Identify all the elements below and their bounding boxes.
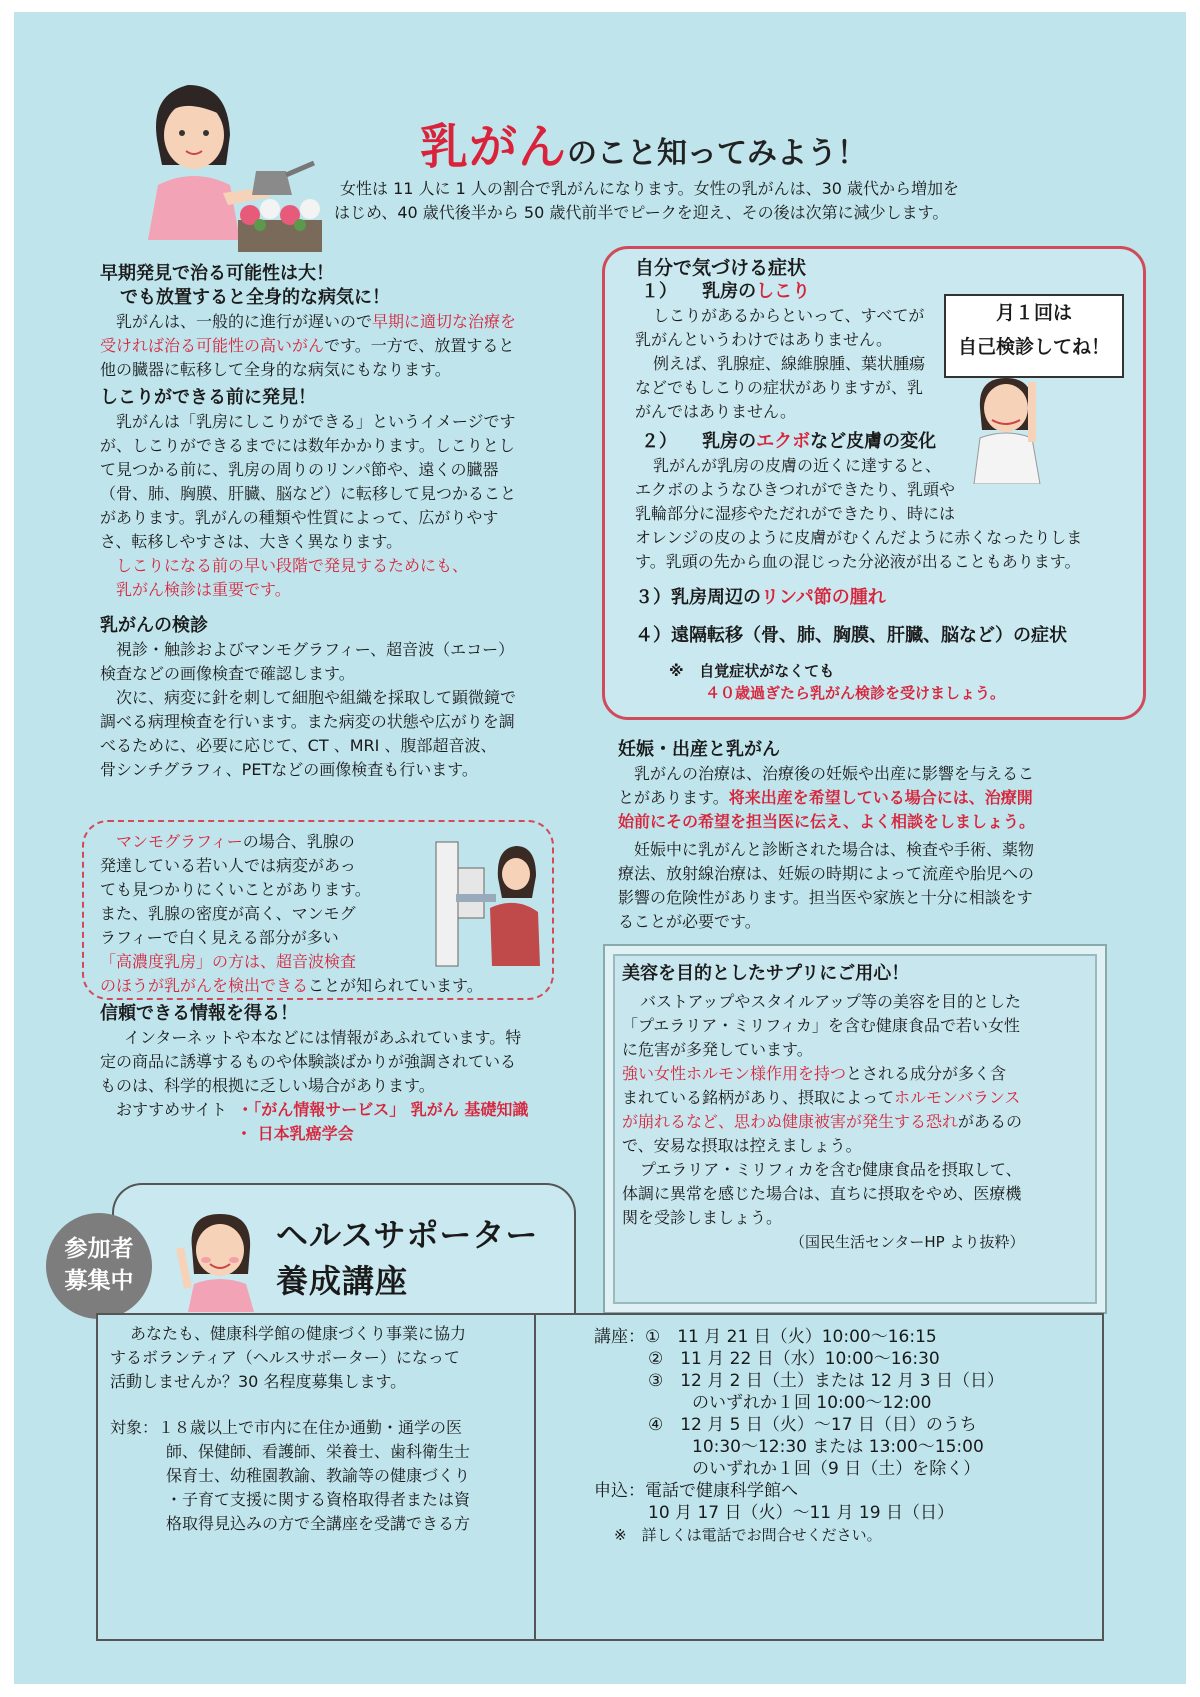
supp-line-6b: があるの [958, 1112, 1023, 1131]
mammo-red-line: 「高濃度乳房」の方は、超音波検査 [100, 952, 357, 971]
exam-heading: 乳がんの検診 [100, 615, 208, 636]
seminar-intro-line: 活動しませんか？30 名程度募集します。 [110, 1372, 407, 1391]
pregnancy-line-2a: とがあります。 [618, 788, 729, 807]
exam-line: 次に、病変に針を刺して細胞や組織を採取して顕微鏡で [116, 688, 517, 707]
seminar-target-line: 保育士、幼稚園教諭、教諭等の健康づくり [166, 1466, 471, 1485]
exam-line: べるために、必要に応じて、CT 、MRI 、腹部超音波、 [100, 736, 497, 755]
site-link-cancer-info[interactable]: ・「がん情報サービス」 乳がん 基礎知識 [237, 1100, 529, 1119]
supp-line-4a: 強い女性ホルモン様作用を持つ [622, 1064, 847, 1083]
info-line: インターネットや本などには情報があふれています。特 [124, 1028, 522, 1047]
supp-line-6a: が崩れるなど、思わぬ健康被害が発生する恐れ [622, 1112, 959, 1131]
s4: ４）遠隔転移（骨、肺、胸膜、肝臓、脳など）の症状 [635, 625, 1067, 646]
pregnancy-line-2b: 将来出産を希望している場合には、治療開 [728, 788, 1033, 807]
supp-line-2: 「プエラリア・ミリフィカ」を含む健康食品で若い女性 [622, 1016, 1020, 1035]
pregnancy-line-1: 乳がんの治療は、治療後の妊娠や出産に影響を与えるこ [634, 764, 1035, 783]
supp-line-10: 関を受診しましょう。 [622, 1208, 783, 1227]
supp-source: （国民生活センターHP より抜粋） [790, 1233, 1025, 1251]
intro-line: 女性は 11 人に 1 人の割合で乳がんになります。女性の乳がんは、30 歳代から増加を [340, 179, 960, 198]
seminar-title-1: ヘルスサポーター [276, 1216, 539, 1254]
exam-line: 視診・触診およびマンモグラフィー、超音波（エコー） [116, 640, 515, 659]
mammo-line: また、乳腺の密度が高く、マンモグ [100, 904, 356, 923]
site-link-jbcs[interactable]: ・ 日本乳癌学会 [236, 1124, 354, 1143]
exam-section [100, 614, 550, 782]
mammo-line: 発達している若い人では病変があっ [100, 856, 356, 875]
early-heading-2: でも放置すると全身的な病気に！ [120, 287, 390, 308]
pregnancy-line: 妊娠中に乳がんと診断された場合は、検査や手術、薬物 [634, 840, 1035, 859]
seminar-note: ※ 詳しくは電話でお問合せください。 [614, 1526, 882, 1544]
supp-line-1: バストアップやスタイルアップ等の美容を目的とした [640, 992, 1021, 1011]
before-line: さ、転移しやすさは、大きく異なります。 [100, 532, 403, 551]
s2-c: など皮膚の変化 [810, 431, 937, 452]
seminar-target-line: 格取得見込みの方で全講座を受講できる方 [166, 1514, 471, 1533]
page-title [420, 108, 867, 177]
bubble-line-1: 月１回は [995, 302, 1072, 324]
pregnancy-line-3: 始前にその希望を担当医に伝え、よく相談をしましょう。 [618, 812, 1035, 831]
woman-watering-illustration [118, 75, 328, 265]
s1-line: しこりがあるからといって、すべてが [653, 306, 925, 325]
schedule-line: ④ 12 月 5 日（火）～17 日（日）のうち [648, 1415, 977, 1435]
seminar-target-line: ・子育て支援に関する資格取得者または資 [166, 1490, 471, 1509]
supp-line-8: プエラリア・ミリフィカを含む健康食品を摂取して、 [640, 1160, 1022, 1179]
seminar-intro-line: あなたも、健康科学館の健康づくり事業に協力 [130, 1324, 467, 1343]
mammo-red-line-2: のほうが乳がんを検出できる [100, 976, 309, 995]
sites-label: おすすめサイト [116, 1100, 228, 1119]
info-heading: 信頼できる情報を得る！ [100, 1003, 298, 1024]
mammo-line: ても見つかりにくいことがあります。 [100, 880, 371, 899]
mammo-line-1b: の場合、乳腺の [242, 832, 355, 851]
seminar-description [110, 1322, 530, 1536]
schedule-line: 10:30～12:30 または 13:00～15:00 [692, 1437, 984, 1457]
s1-line: などでもしこりの症状がありますが、乳 [635, 378, 924, 397]
seminar-title-2: 養成講座 [276, 1262, 409, 1300]
pregnancy-line: 影響の危険性があります。担当医や家族と十分に相談をす [618, 888, 1033, 907]
s2-num: ２） [641, 431, 677, 452]
s2-b: エクボ [756, 431, 811, 452]
apply-line-1: 申込：電話で健康科学館へ [594, 1481, 798, 1501]
before-line: があります。乳がんの種類や性質によって、広がりやす [100, 508, 499, 527]
info-line: 定の商品に誘導するものや体験談ばかりが強調されている [100, 1052, 517, 1071]
schedule-line: のいずれか１回 10:00～12:00 [692, 1393, 932, 1413]
note-1: 自覚症状がなくても [699, 662, 835, 680]
before-line: が、しこりができるまでには数年かかります。しこりとし [100, 436, 515, 455]
s1-line: がんではありません。 [635, 402, 796, 421]
s2-a: 乳房の [702, 431, 757, 452]
early-line-1a: 乳がんは、一般的に進行が遅いので [116, 312, 373, 331]
supp-line-4b: とされる成分が多く含 [846, 1064, 1007, 1083]
exam-line: 調べる病理検査を行います。また病変の状態や広がりを調 [100, 712, 515, 731]
mammography-illustration [432, 838, 542, 974]
supplement-heading: 美容を目的としたサプリにご用心！ [622, 963, 910, 984]
nurse-illustration [960, 374, 1060, 484]
exam-line: 検査などの画像検査で確認します。 [100, 664, 355, 683]
supp-line-7: で、安易な摂取は控えましょう。 [622, 1136, 862, 1155]
s3-a: ３）乳房周辺の [635, 587, 761, 608]
s3-b: リンパ節の腫れ [761, 587, 886, 608]
schedule-line: 講座：① 11 月 21 日（火）10:00～16:15 [594, 1327, 937, 1347]
before-line: 乳がんは「乳房にしこりができる」というイメージです [116, 412, 516, 431]
supp-line-9: 体調に異常を感じた場合は、直ちに摂取をやめ、医療機 [622, 1184, 1022, 1203]
before-heading: しこりができる前に発見！ [100, 387, 316, 408]
seminar-intro-line: するボランティア（ヘルスサポーター）になって [110, 1348, 460, 1367]
title-highlight: 乳がん [420, 119, 568, 175]
apply-line-2: 10 月 17 日（火）～11 月 19 日（日） [648, 1503, 954, 1523]
speech-bubble [944, 294, 1124, 378]
seminar-target-line: 師、保健師、看護師、栄養士、歯科衛生士 [166, 1442, 471, 1461]
mammo-tail: ことが知られています。 [308, 976, 483, 995]
seminar-target-line: 対象：１８歳以上で市内に在住か通勤・通学の医 [110, 1418, 463, 1437]
before-line: （骨、肺、胸膜、肝臓、脳など）に転移して見つかること [100, 484, 517, 503]
info-section [100, 1002, 560, 1146]
seminar-title [276, 1212, 538, 1304]
early-line-2b: です。一方で、放置すると [324, 336, 515, 355]
exam-line: 骨シンチグラフィ、PETなどの画像検査も行います。 [100, 760, 478, 779]
note-2: ４０歳過ぎたら乳がん検診を受けましょう。 [705, 684, 1006, 702]
pregnancy-section [618, 738, 1158, 934]
waving-girl-illustration [174, 1208, 270, 1312]
early-line-3: 他の臓器に転移して全身的な病気にもなります。 [100, 360, 451, 379]
bubble-line-2: 自己検診してね！ [957, 336, 1110, 358]
mammo-line: ラフィーで白く見える部分が多い [100, 928, 339, 947]
s1-line: 例えば、乳腺症、線維腺腫、葉状腫瘍 [653, 354, 926, 373]
supp-line-5b: ホルモンバランス [894, 1088, 1021, 1107]
before-red-line: 乳がん検診は重要です。 [116, 580, 291, 599]
title-rest: のこと知ってみよう！ [567, 136, 868, 171]
early-line-1b: 早期に適切な治療を [372, 312, 517, 331]
intro-line: はじめ、40 歳代後半から 50 歳代前半でピークを迎え、その後は次第に減少します。 [334, 203, 949, 222]
recruiting-badge [46, 1213, 152, 1319]
s2-line: す。乳頭の先から血の混じった分泌液が出ることもあります。 [635, 552, 1081, 571]
before-red-line: しこりになる前の早い段階で発見するためにも、 [116, 556, 469, 575]
note-mark: ※ [669, 662, 684, 680]
info-line: ものは、科学的根拠に乏しい場合があります。 [100, 1076, 435, 1095]
supp-line-5a: まれている銘柄があり、摂取によって [622, 1088, 895, 1107]
s2-line: エクボのようなひきつれができたり、乳頭や [635, 480, 956, 499]
early-line-2a: 受ければ治る可能性の高いがん [100, 336, 325, 355]
supp-line-3: に危害が多発しています。 [622, 1040, 813, 1059]
intro [334, 177, 1180, 225]
pregnancy-line: 療法、放射線治療は、妊娠の時期によって流産や胎児への [618, 864, 1035, 883]
s1-b: しこり [756, 281, 811, 302]
schedule-line: ② 11 月 22 日（水）10:00～16:30 [648, 1349, 940, 1369]
pregnancy-heading: 妊娠・出産と乳がん [618, 739, 780, 760]
s2-line: オレンジの皮のように皮膚がむくんだように赤くなったりしま [635, 528, 1083, 547]
schedule-line: ③ 12 月 2 日（土）または 12 月 3 日（日） [648, 1371, 1004, 1391]
s1-line: 乳がんというわけではありません。 [635, 330, 892, 349]
s1-num: １） [641, 281, 677, 302]
schedule-line: のいずれか１回（9 日（土）を除く） [692, 1459, 981, 1479]
s1-a: 乳房の [702, 281, 757, 302]
early-heading-1: 早期発見で治る可能性は大！ [100, 263, 334, 284]
badge-line-1: 参加者 [64, 1236, 134, 1262]
s2-line: 乳輪部分に湿疹やただれができたり、時には [635, 504, 956, 523]
early-detection-section [100, 262, 550, 382]
seminar-schedule [594, 1326, 1094, 1546]
badge-line-2: 募集中 [64, 1268, 134, 1294]
pregnancy-line: ることが必要です。 [618, 912, 761, 931]
before-line: て見つかる前に、乳房の周りのリンパ節や、遠くの臓器 [100, 460, 499, 479]
mammo-line-1a: マンモグラフィー [116, 832, 243, 851]
before-lump-section [100, 386, 550, 602]
s2-line: 乳がんが乳房の皮膚の近くに達すると、 [653, 456, 942, 475]
supplement-content [622, 962, 1092, 1254]
symptoms-heading: 自分で気づける症状 [635, 257, 807, 279]
